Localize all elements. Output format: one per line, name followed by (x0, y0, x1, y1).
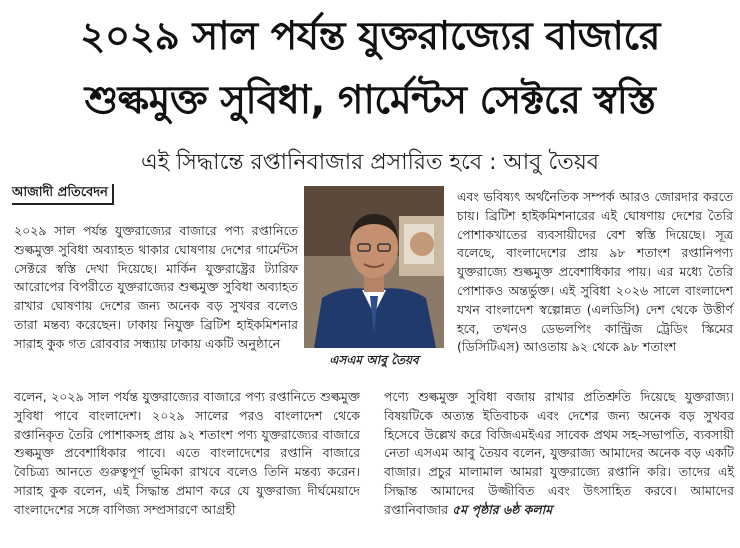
paragraph: এবং ভবিষ্যৎ অর্থনৈতিক সম্পর্ক আরও জোরদার করতে চায়। ব্রিটিশ হাইকমিশনারের এই ঘোষণায় দেশের তৈরি পোশাকখাতের ব্যবসায়ীদের বেশ স্বস্তি দিয়েছে। সূত্র বলেছে, বাংলাদেশের প্রায় ৯৮ শতাংশ রপ্তানিপণ্য যুক্তরাজ্যে শুল্কমুক্ত প্রবেশাধিকার পায়। এর মধ্যে তৈরি পোশাকও অন্তর্ভুক্ত। এই সুবিধা ২০২৬ সালে বাংলাদেশ যখন বাংলাদেশ স্বল্পোন্নত (এলডিসি) দেশ থেকে উত্তীর্ণ হবে, তখনও ডেভলপিং কান্ট্রিজ ট্রেডিং স্কিমের (ডিসিটিএস) আওতায় ৯২ থেকে ৯৮ শতাংশ (457, 189, 733, 355)
article-column-1-top (14, 222, 298, 354)
subheadline: এই সিদ্ধান্তে রপ্তানিবাজার প্রসারিত হবে : আবু তৈয়ব (140, 150, 600, 175)
article-column-2-bottom (384, 388, 734, 520)
paragraph: ২০২৯ সাল পর্যন্ত যুক্তরাজ্যের বাজারে পণ্য রপ্তানিতে শুল্কমুক্ত সুবিধা অব্যাহত থাকার ঘোষণায় দেশের গার্মেন্টস সেক্টরে স্বস্তি দেখা দিয়েছে। মার্কিন যুক্তরাষ্ট্রের ট্যারিফ আরোপের বিপরীতে যুক্তরাজ্যের শুল্কমুক্ত সুবিধা অব্যাহত রাখার ঘোষণায় দেশের জন্য অনেক বড় সুখবর বলেও তারা মন্তব্য করেছেন। ঢাকায় নিযুক্ত ব্রিটিশ হাইকমিশনার সারাহ কুক গত রোববার সন্ধ্যায় ঢাকায় একটি অনুষ্ঠানে (14, 223, 298, 351)
article-column-2-top (457, 188, 733, 357)
portrait-photo (304, 186, 444, 348)
headline-line-2: শুল্কমুক্ত সুবিধা, গার্মেন্টস সেক্টরে স্বস্তি (84, 78, 656, 123)
article-column-1-bottom (14, 388, 360, 520)
headline-line-1: ২০২৯ সাল পর্যন্ত যুক্তরাজ্যের বাজারে (80, 14, 660, 59)
continuation-note: ৫ম পৃষ্ঠার ৬ষ্ঠ কলাম (452, 501, 553, 517)
paragraph-text: পণ্যে শুল্কমুক্ত সুবিধা বজায় রাখার প্রতিশ্রুতি দিয়েছে যুক্তরাজ্য। বিষয়টিকে অত্যন্ত ইতিবাচক এবং দেশের জন্য অনেক বড় সুখবর হিসেবে উল্লেখ করে বিজিএমইএর সাবেক প্রথম সহ-সভাপতি, ব্যবসায়ী নেতা এসএম আবু তৈয়ব বলেন, যুক্তরাজ্য আমাদের অনেক বড় একটি বাজার। প্রচুর মালামাল আমরা যুক্তরাজ্যে রপ্তানি করি। তাদের এই সিদ্ধান্ত আমাদের উজ্জীবিত এবং উৎসাহিত করবে। আমাদের রপ্তানিবাজার (384, 389, 734, 517)
paragraph (384, 388, 734, 520)
byline: আজাদী প্রতিবেদন (12, 184, 114, 205)
paragraph: বলেন, ২০২৯ সাল পর্যন্ত যুক্তরাজ্যের বাজারে পণ্য রপ্তানিতে শুল্কমুক্ত সুবিধা পাবে বাংলাদেশ। ২০২৯ সালের পরও বাংলাদেশ থেকে রপ্তানিকৃত তৈরি পোশাকসহ প্রায় ৯২ শতাংশ পণ্য যুক্তরাজ্যের বাজারে শুল্কমুক্ত প্রবেশাধিকার পাবে। এতে বাংলাদেশের রপ্তানি বাজারে বৈচিত্র্য আনতে গুরুত্বপূর্ণ ভূমিকা রাখবে বলেও তিনি মন্তব্য করেন। সারাহ কুক বলেন, এই সিদ্ধান্ত প্রমাণ করে যে যুক্তরাজ্য দীর্ঘমেয়াদে বাংলাদেশের সঙ্গে বাণিজ্য সম্প্রসারণে আগ্রহী (14, 389, 360, 517)
photo-caption: এসএম আবু তৈয়ব (329, 353, 419, 367)
portrait-image (304, 186, 444, 348)
